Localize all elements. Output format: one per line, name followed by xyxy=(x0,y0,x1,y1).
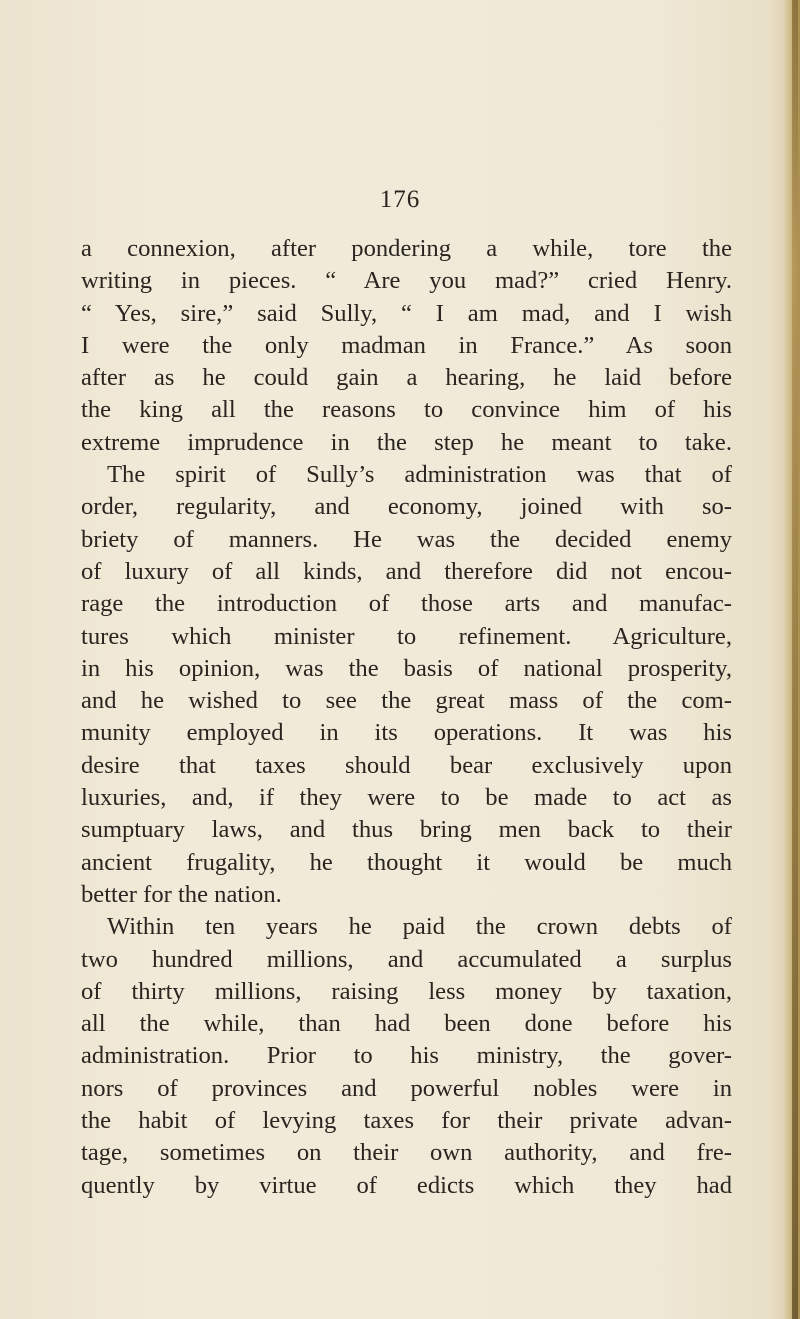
text-line: munity employed in its operations. It was his xyxy=(81,719,732,747)
text-line: tage, sometimes on their own authority, and fre- xyxy=(81,1139,732,1167)
page-number: 176 xyxy=(379,186,421,213)
text-line: ancient frugality, he thought it would be much xyxy=(81,848,732,876)
text-line: administration. Prior to his ministry, the gover- xyxy=(81,1042,732,1070)
text-line: the king all the reasons to convince him of his xyxy=(81,396,732,424)
text-line: quently by virtue of edicts which they had xyxy=(81,1171,732,1199)
text-line: desire that taxes should bear exclusively upon xyxy=(81,751,732,779)
text-line: in his opinion, was the basis of national prosperity, xyxy=(81,654,732,682)
text-line: The spirit of Sully’s administration was that of xyxy=(107,461,732,489)
body-text xyxy=(81,233,732,1202)
text-line: I were the only madman in France.” As soon xyxy=(81,331,732,359)
text-line: a connexion, after pondering a while, tore the xyxy=(81,235,732,262)
text-line: rage the introduction of those arts and manufac- xyxy=(81,590,732,618)
text-line: order, regularity, and economy, joined with so- xyxy=(81,493,732,521)
text-line: nors of provinces and powerful nobles were in xyxy=(81,1074,732,1102)
text-line: two hundred millions, and accumulated a surplus xyxy=(81,945,732,973)
text-line: the habit of levying taxes for their private advan- xyxy=(81,1107,732,1135)
text-line: sumptuary laws, and thus bring men back to their xyxy=(81,816,732,844)
text-line: Within ten years he paid the crown debts of xyxy=(107,913,732,941)
text-line: writing in pieces. “ Are you mad?” cried Henry. xyxy=(81,267,732,295)
text-line: briety of manners. He was the decided enemy xyxy=(81,525,732,553)
text-line: of luxury of all kinds, and therefore did not encou- xyxy=(81,557,732,585)
text-line: extreme imprudence in the step he meant to take. xyxy=(81,428,732,456)
text-line: all the while, than had been done before his xyxy=(81,1010,732,1038)
text-line: “ Yes, sire,” said Sully, “ I am mad, and I wish xyxy=(81,299,732,327)
text-line: and he wished to see the great mass of the com- xyxy=(81,687,732,715)
text-line: after as he could gain a hearing, he laid before xyxy=(81,364,732,392)
text-line: tures which minister to refinement. Agriculture, xyxy=(81,622,732,650)
text-line: luxuries, and, if they were to be made to act as xyxy=(81,784,732,812)
text-line: better for the nation. xyxy=(81,880,282,908)
text-line: of thirty millions, raising less money by taxation, xyxy=(81,977,732,1005)
